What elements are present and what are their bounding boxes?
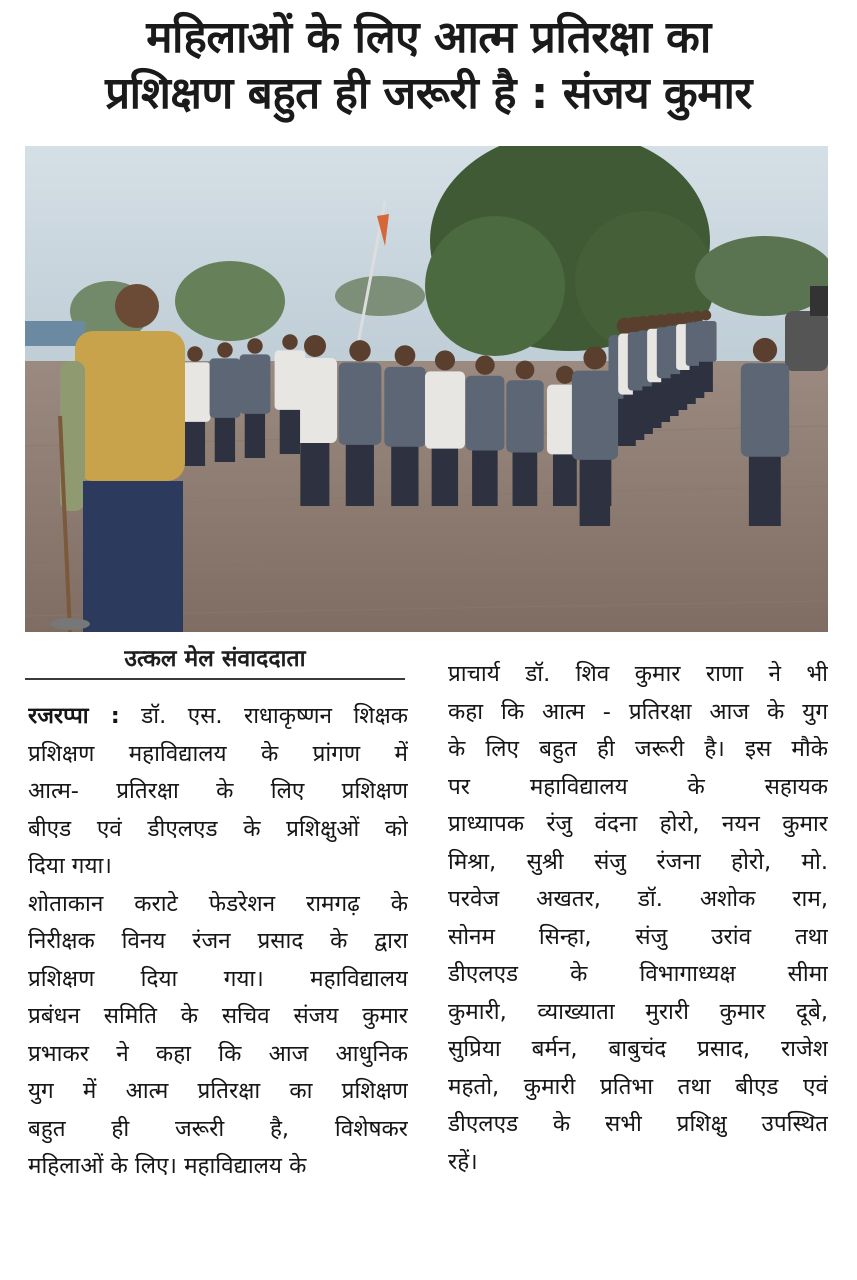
- right-column-line: के लिए बहुत ही जरूरी है। इस मौके: [448, 736, 828, 762]
- right-column-line: सोनम सिन्हा, संजु उरांव तथा: [448, 923, 828, 950]
- right-column-line: मिश्रा, सुश्री संजु रंजना होरो, मो.: [448, 848, 828, 875]
- right-column-line: परवेज अखतर, डॉ. अशोक राम,: [448, 886, 828, 912]
- left-column-line: प्रबंधन समिति के सचिव संजय कुमार: [28, 1003, 408, 1029]
- left-column-line: महिलाओं के लिए। महाविद्यालय के: [28, 1153, 307, 1179]
- right-column-line: डीएलएड के सभी प्रशिक्षु उपस्थित: [448, 1111, 828, 1137]
- headline: [0, 10, 857, 122]
- left-column-line: आत्म- प्रतिरक्षा के लिए प्रशिक्षण: [28, 778, 408, 804]
- right-column-line: महतो, कुमारी प्रतिभा तथा बीएड एवं: [448, 1073, 828, 1100]
- article-right-column: [448, 656, 828, 1181]
- dateline: रजरप्पा :: [28, 703, 120, 729]
- right-column-line: पर महाविद्यालय के सहायक: [448, 773, 828, 800]
- left-column-line: बहुत ही जरूरी है, विशेषकर: [28, 1115, 408, 1142]
- left-column-line: शोताकान कराटे फेडरेशन रामगढ़ के: [28, 890, 408, 917]
- left-column-line: प्रशिक्षण महाविद्यालय के प्रांगण में: [28, 740, 408, 767]
- headline-line-1: महिलाओं के लिए आत्म प्रतिरक्षा का: [146, 12, 711, 63]
- right-column-line: कहा कि आत्म - प्रतिरक्षा आज के युग: [448, 698, 828, 725]
- right-column-line: कुमारी, व्याख्याता मुरारी कुमार दूबे,: [448, 998, 828, 1025]
- left-column-line: प्रभाकर ने कहा कि आज आधुनिक: [28, 1040, 408, 1067]
- right-column-line: प्राचार्य डॉ. शिव कुमार राणा ने भी: [448, 661, 828, 687]
- photo-illustration: [25, 146, 828, 632]
- right-column-line: रहें।: [448, 1148, 478, 1175]
- right-column-line: प्राध्यापक रंजु वंदना होरो, नयन कुमार: [448, 811, 828, 837]
- article-left-column: [28, 698, 408, 1186]
- right-column-line: सुप्रिया बर्मन, बाबुचंद प्रसाद, राजेश: [448, 1036, 828, 1062]
- left-column-line: [28, 698, 408, 736]
- news-photo: [25, 146, 828, 632]
- headline-line-2: प्रशिक्षण बहुत ही जरूरी है : संजय कुमार: [105, 68, 752, 119]
- left-column-line: दिया गया।: [28, 853, 112, 879]
- left-column-line: निरीक्षक विनय रंजन प्रसाद के द्वारा: [28, 928, 408, 954]
- byline: उत्कल मेल संवाददाता: [25, 642, 405, 680]
- left-column-line: प्रशिक्षण दिया गया। महाविद्यालय: [28, 965, 408, 992]
- left-column-line: युग में आत्म प्रतिरक्षा का प्रशिक्षण: [28, 1078, 408, 1104]
- right-column-line: डीएलएड के विभागाध्यक्ष सीमा: [448, 961, 828, 987]
- left-column-line: बीएड एवं डीएलएड के प्रशिक्षुओं को: [28, 815, 408, 842]
- line-text: डॉ. एस. राधाकृष्णन शिक्षक: [119, 703, 408, 729]
